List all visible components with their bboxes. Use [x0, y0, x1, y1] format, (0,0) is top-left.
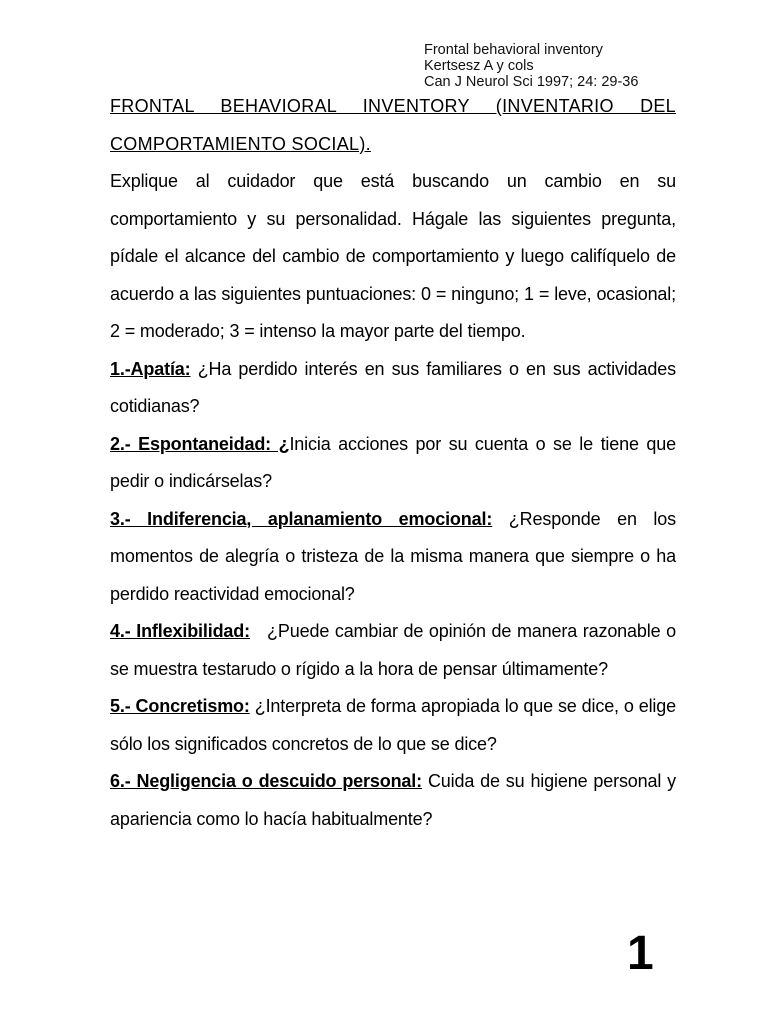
- reference-citation: Can J Neurol Sci 1997; 24: 29-36: [424, 74, 639, 90]
- item-4: [110, 613, 676, 688]
- item-heading: 3.- Indiferencia, aplanamiento emocional:: [110, 508, 493, 529]
- page-number: 1: [627, 927, 654, 980]
- item-heading: 1.-Apatía:: [110, 358, 191, 379]
- document-body: [110, 88, 676, 838]
- item-5: [110, 688, 676, 763]
- item-2: [110, 426, 676, 501]
- item-3: [110, 501, 676, 614]
- item-question: ¿Interpreta de forma apropiada lo que se dice, o elige sólo los significados concretos de lo que se dice?: [110, 696, 676, 754]
- item-heading: 4.- Inflexibilidad:: [110, 621, 250, 641]
- item-heading: 6.- Negligencia o descuido personal:: [110, 771, 422, 791]
- item-question: Cuida de su higiene personal y apariencia como lo hacía habitualmente?: [110, 771, 677, 829]
- item-question: Inicia acciones por su cuenta o se le tiene que pedir o indicárselas?: [110, 433, 676, 491]
- reference-block: [424, 42, 638, 90]
- item-question: ¿Responde en los momentos de alegría o tristeza de la misma manera que siempre o ha perdido reactividad emocional?: [110, 508, 676, 604]
- item-question: ¿Ha perdido interés en sus familiares o en sus actividades cotidianas?: [110, 358, 676, 416]
- item-heading: 2.- Espontaneidad: ¿: [110, 433, 290, 454]
- item-1: [110, 351, 676, 426]
- reference-authors: Kertsesz A y cols: [424, 58, 534, 74]
- item-question: ¿Puede cambiar de opinión de manera razonable o se muestra testarudo o rígido a la hora de pensar últimamente?: [110, 621, 677, 679]
- item-6: [110, 763, 676, 838]
- document-title: FRONTAL BEHAVIORAL INVENTORY (INVENTARIO DEL COMPORTAMIENTO SOCIAL).: [110, 96, 676, 154]
- intro-paragraph: Explique al cuidador que está buscando un cambio en su comportamiento y su personalidad. Hágale las siguientes pregunta, pídale el alcance del cambio de comportamiento y luego califíquelo de acuerdo a las siguientes puntuaciones: 0 = ninguno; 1 = leve, ocasional; 2 = moderado; 3 = intenso la mayor parte del tiempo.: [110, 171, 676, 341]
- item-heading: 5.- Concretismo:: [110, 696, 250, 716]
- reference-title: Frontal behavioral inventory: [424, 42, 603, 58]
